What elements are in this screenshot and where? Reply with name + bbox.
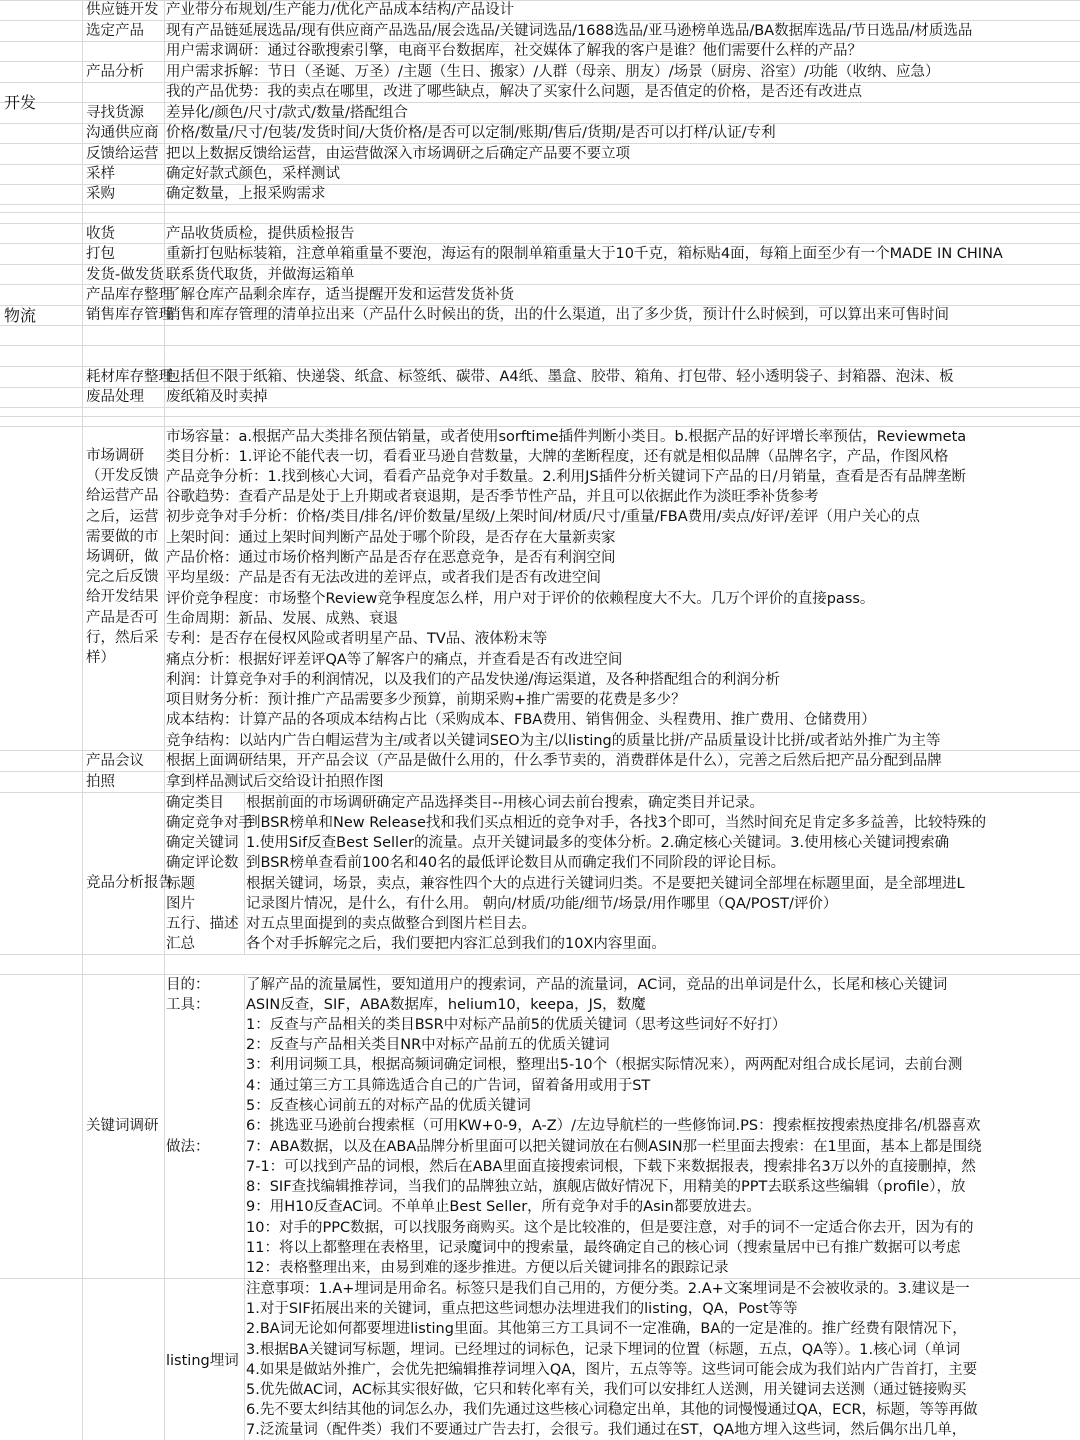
kw-label-goal: 目的： xyxy=(166,977,210,993)
market-item-price: 产品价格：通过市场价格判断产品是否存在恶意竞争，是否有利润空间 xyxy=(166,550,616,566)
row-text-select-product: 现有产品链延展选品/现有供应商产品选品/展会选品/关键词选品/1688选品/亚马逊榜单选品/BA数据库选品/节日选品/材质选品 xyxy=(166,23,973,39)
listing-item-3: 3.根据BA关键词写标题，埋词。已经埋过的词标色，记录下埋词的位置（标题，五点，QA等）。1.核心词（单词 xyxy=(246,1342,961,1358)
ca-label-summary: 汇总 xyxy=(166,936,195,952)
row-text-waste: 废纸箱及时卖掉 xyxy=(166,389,268,405)
ca-text-bullets: 对五点里面提到的卖点做整合到图片栏目去。 xyxy=(246,916,536,932)
kw-step-10: 10：对手的PPC数据，可以找服务商购买。这个是比较准的，但是要注意，对手的词不一定适合你去开，因为有的 xyxy=(246,1220,974,1236)
row-label-receiving: 收货 xyxy=(86,226,115,242)
row-text-receiving: 产品收货质检，提供质检报告 xyxy=(166,226,355,242)
row-text-purchasing: 确定数量，上报采购需求 xyxy=(166,186,326,202)
row-text-product-advantage: 我的产品优势：我的卖点在哪里，改进了哪些缺点，解决了买家什么问题，是否值定的价格，是否还有改进点 xyxy=(166,84,862,100)
row-label-select-product: 选定产品 xyxy=(86,23,144,39)
ca-label-bullets: 五行、描述 xyxy=(166,916,239,932)
market-item-lifecycle: 生命周期：新品、发展、成熟、衰退 xyxy=(166,611,398,627)
market-item-pain-points: 痛点分析：根据好评差评QA等了解客户的痛点，并查看是否有改进空间 xyxy=(166,652,623,668)
row-label-supply-chain: 供应链开发 xyxy=(86,2,159,18)
listing-item-1: 1.对于SIF拓展出来的关键词，重点把这些词想办法埋进我们的listing，QA，Post等等 xyxy=(246,1301,798,1317)
row-label-sales-stock: 销售库存管理 xyxy=(86,307,173,323)
listing-note: 注意事项：1.A+埋词是用命名。标签只是我们自己用的，方便分类。2.A+文案埋词是不会被收录的。3.建议是一 xyxy=(246,1281,970,1297)
listing-item-7: 7.泛流量词（配件类）我们不要通过广告去打，会很亏。我们通过在ST，QA地方埋入这些词，然后偶尔出几单， xyxy=(246,1422,967,1438)
row-text-sourcing: 差异化/颜色/尺寸/款式/数量/搭配组合 xyxy=(166,105,408,121)
ca-text-summary: 各个对手拆解完之后，我们要把内容汇总到我们的10X内容里面。 xyxy=(246,936,666,952)
ca-label-category: 确定类目 xyxy=(166,795,224,811)
row-text-shipping: 联系货代取货，并做海运箱单 xyxy=(166,267,355,283)
kw-step-7-1: 7-1：可以找到产品的词根，然后在ABA里面直接搜索词根，下载下来数据报表，搜索排名3万以外的直接删掉，然 xyxy=(246,1159,976,1175)
row-label-sampling: 采样 xyxy=(86,166,115,182)
row-text-need-breakdown: 用户需求拆解：节日（圣诞、万圣）/主题（生日、搬家）/人群（母亲、朋友）/场景（厨房、浴室）/功能（收纳、应急） xyxy=(166,64,940,80)
kw-step-3: 3：利用词频工具，根据高频词确定词根，整理出5-10个（根据实际情况来），两两配对组合成长尾词，去前台测 xyxy=(246,1057,963,1073)
market-item-launch-time: 上架时间：通过上架时间判断产品处于哪个阶段，是否存在大量新卖家 xyxy=(166,530,616,546)
row-label-purchasing: 采购 xyxy=(86,186,115,202)
row-text-packing: 重新打包贴标装箱，注意单箱重量不要泡，海运有的限制单箱重量大于10千克，箱标贴4面，每箱上面至少有一个MADE IN CHINA xyxy=(166,246,1003,262)
row-text-consumables: 包括但不限于纸箱、快递袋、纸盒、标签纸、碳带、A4纸、墨盒、胶带、箱角、打包带、轻小透明袋子、封箱器、泡沫、板 xyxy=(166,369,954,385)
kw-label-method: 做法： xyxy=(166,1139,210,1155)
kw-step-1: 1：反查与产品相关的类目BSR中对标产品前5的优质关键词（思考这些词好不好打） xyxy=(246,1017,787,1033)
row-label-sourcing: 寻找货源 xyxy=(86,105,144,121)
market-item-category: 类目分析：1.评论不能代表一切，看看亚马逊自营数量，大牌的垄断程度，还有就是相似品牌（品牌名字，产品，作图风格 xyxy=(166,449,949,465)
kw-step-11: 11：将以上都整理在表格里，记录魔词中的搜索量，最终确定自己的核心词（搜索量居中已有推广数据可以考虑 xyxy=(246,1240,961,1256)
market-item-profit: 利润：计算竞争对手的利润情况，以及我们的产品发快递/海运渠道，及各种搭配组合的利润分析 xyxy=(166,672,780,688)
market-research-label: 市场调研（开发反馈给运营产品之后，运营需要做的市场调研，做完之后反馈给开发结果产品是否可行，然后采样） xyxy=(86,448,159,667)
kw-step-12: 12：表格整理出来，由易到难的逐步推进。方便以后关键词排名的跟踪记录 xyxy=(246,1260,729,1276)
market-item-finance: 项目财务分析：预计推广产品需要多少预算，前期采购+推广需要的花费是多少？ xyxy=(166,692,686,708)
row-label-consumables: 耗材库存整理 xyxy=(86,369,173,385)
ca-text-images: 记录图片情况，是什么，有什么用。 朝向/材质/功能/细节/场景/用作哪里（QA/POST/评价） xyxy=(246,896,838,912)
ca-label-competitors: 确定竞争对手 xyxy=(166,815,253,831)
market-item-rating: 平均星级：产品是否有无法改进的差评点，或者我们是否有改进空间 xyxy=(166,570,601,586)
market-item-capacity: 市场容量：a.根据产品大类排名预估销量，或者使用sorftime插件判断小类目。b.根据产品的好评增长率预估，Reviewmeta xyxy=(166,429,967,445)
ca-label-keywords: 确定关键词 xyxy=(166,835,239,851)
category-development: 开发 xyxy=(4,93,37,112)
market-item-competitor: 初步竞争对手分析：价格/类目/排名/评价数量/星级/上架时间/材质/尺寸/重量/FBA费用/卖点/好评/差评（用户关心的点 xyxy=(166,509,920,525)
kw-step-5: 5：反查核心词前五的对标产品的优质关键词 xyxy=(246,1098,531,1114)
market-item-cost: 成本结构：计算产品的各项成本结构占比（采购成本、FBA费用、销售佣金、头程费用、推广费用、仓储费用） xyxy=(166,712,876,728)
kw-step-2: 2：反查与产品相关类目NR中对标产品前五的优质关键词 xyxy=(246,1037,610,1053)
ca-label-reviews: 确定评论数 xyxy=(166,855,239,871)
ca-text-competitors: 到BSR榜单和New Release找和我们买点相近的竞争对手，各找3个即可，当然时间充足肯定多多益善，比较特殊的 xyxy=(246,815,987,831)
row-label-packing: 打包 xyxy=(86,246,115,262)
row-text-sales-stock: 销售和库存管理的清单拉出来（产品什么时候出的货，出的什么渠道，出了多少货，预计什么时候到，可以算出来可售时间 xyxy=(166,307,949,323)
row-label-waste: 废品处理 xyxy=(86,389,144,405)
row-text-sampling: 确定好款式颜色，采样测试 xyxy=(166,166,340,182)
row-text-supplier: 价格/数量/尺寸/包装/发货时间/大货价格/是否可以定制/账期/售后/货期/是否可以打样/认证/专利 xyxy=(166,125,776,141)
row-text-product-meeting: 根据上面调研结果，开产品会议（产品是做什么用的，什么季节卖的，消费群体是什么），完善之后然后把产品分配到品牌 xyxy=(166,753,942,769)
row-label-product-analysis: 产品分析 xyxy=(86,64,144,80)
kw-text-tools: ASIN反查，SIF，ABA数据库，helium10，keepa，JS，数魔 xyxy=(246,997,646,1013)
market-item-structure: 竞争结构：以站内广告白帽运营为主/或者以关键词SEO为主/以listing的质量比拼/产品质量设计比拼/或者站外推广为主等 xyxy=(166,733,941,749)
kw-label-tools: 工具： xyxy=(166,997,210,1013)
listing-item-4: 4.如果是做站外推广，会优先把编辑推荐词埋入QA，图片，五点等等。这些词可能会成为我们站内广告首打，主要 xyxy=(246,1362,978,1378)
market-item-patent: 专利：是否存在侵权风险或者明星产品、TV品、液体粉末等 xyxy=(166,631,548,647)
listing-item-5: 5.优先做AC词，AC标其实很好做，它只和转化率有关，我们可以安排红人送测，用关键词去送测（通过链接购买 xyxy=(246,1382,967,1398)
market-item-competition: 产品竞争分析：1.找到核心大词，看看产品竞争对手数量。2.利用JS插件分析关键词下产品的日/月销量，查看是否有品牌垄断 xyxy=(166,469,967,485)
row-label-supplier: 沟通供应商 xyxy=(86,125,159,141)
row-label-feedback: 反馈给运营 xyxy=(86,146,159,162)
kw-step-7: 7：ABA数据，以及在ABA品牌分析里面可以把关键词放在右侧ASIN那一栏里面去搜索：在1里面，基本上都是围绕 xyxy=(246,1139,982,1155)
ca-label-images: 图片 xyxy=(166,896,195,912)
row-label-product-meeting: 产品会议 xyxy=(86,753,144,769)
category-logistics: 物流 xyxy=(4,306,37,325)
kw-step-4: 4：通过第三方工具筛选适合自己的广告词，留着备用或用于ST xyxy=(246,1078,651,1094)
keyword-research-label: 关键词调研 xyxy=(86,1118,159,1134)
kw-text-goal: 了解产品的流量属性，要知道用户的搜索词，产品的流量词，AC词，竞品的出单词是什么，长尾和核心关键词 xyxy=(246,977,948,993)
row-label-shipping: 发货-做发货 xyxy=(86,267,164,283)
row-text-supply-chain: 产业带分布规划/生产能力/优化产品成本结构/产品设计 xyxy=(166,2,515,18)
kw-step-6: 6：挑选亚马逊前台搜索框（可用KW+0-9，A-Z）/左边导航栏的一些修饰词.PS：搜索框按搜索热度排名/机器喜欢 xyxy=(246,1118,981,1134)
ca-text-title: 根据关键词，场景，卖点，兼容性四个大的点进行关键词归类。不是要把关键词全部埋在标题里面，是全部埋进L xyxy=(246,876,965,892)
listing-item-2: 2.BA词无论如何都要埋进listing里面。其他第三方工具词不一定准确，BA的一定是准的。推广经费有限情况下， xyxy=(246,1321,967,1337)
row-text-user-research: 用户需求调研：通过谷歌搜索引擎，电商平台数据库，社交媒体了解我的客户是谁？他们需要什么样的产品？ xyxy=(166,43,862,59)
row-label-photo: 拍照 xyxy=(86,774,115,790)
competitor-analysis-label: 竞品分析报告 xyxy=(86,875,173,891)
listing-item-6: 6.先不要太纠结其他的词怎么办，我们先通过这些核心词稳定出单，其他的词慢慢通过QA，ECR，标题，等等再做 xyxy=(246,1402,978,1418)
ca-label-title: 标题 xyxy=(166,876,195,892)
ca-text-category: 根据前面的市场调研确定产品选择类目--用核心词去前台搜索，确定类目并记录。 xyxy=(246,795,764,811)
kw-step-9: 9：用H10反查AC词。不单单止Best Seller，所有竞争对手的Asin都要放进去。 xyxy=(246,1199,761,1215)
listing-keywords-label: listing埋词 xyxy=(166,1353,239,1369)
row-text-stock: 了解仓库产品剩余库存，适当提醒开发和运营发货补货 xyxy=(166,287,514,303)
row-label-stock: 产品库存整理 xyxy=(86,287,173,303)
row-text-photo: 拿到样品测试后交给设计拍照作图 xyxy=(166,774,384,790)
market-item-review: 评价竞争程度：市场整个Review竞争程度怎么样，用户对于评价的依赖程度大不大。几万个评价的直接pass。 xyxy=(166,591,875,607)
kw-step-8: 8：SIF查找编辑推荐词，当我们的品牌独立站，旗舰店做好情况下，用精美的PPT去联系这些编辑（profile），放 xyxy=(246,1179,966,1195)
ca-text-reviews: 到BSR榜单查看前100名和40名的最低评论数目从而确定我们不同阶段的评论目标。 xyxy=(246,855,786,871)
row-text-feedback: 把以上数据反馈给运营，由运营做深入市场调研之后确定产品要不要立项 xyxy=(166,146,630,162)
market-item-google-trends: 谷歌趋势：查看产品是处于上升期或者衰退期，是否季节性产品，并且可以依据此作为淡旺季补货参考 xyxy=(166,489,819,505)
ca-text-keywords: 1.使用Sif反查Best Seller的流量。点开关键词最多的变体分析。2.确定核心关键词。3.使用核心关键词搜索确 xyxy=(246,835,950,851)
